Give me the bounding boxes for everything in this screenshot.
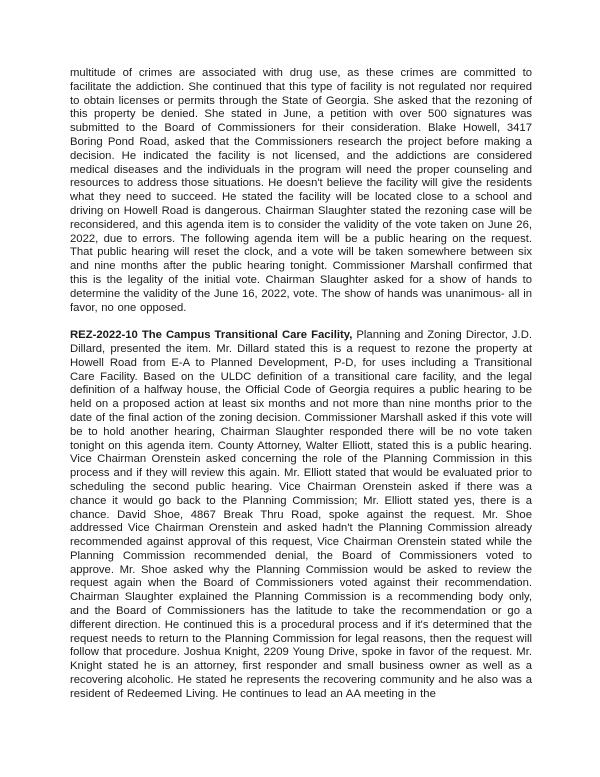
paragraph-rez-2022-10-body: Planning and Zoning Director, J.D. Dillard, presented the item. Mr. Dillard stated this is a request to rezone the property at Howell Road from E-A to Planned Development, P-D, for uses including a Transitional Care Facility. Based on the ULDC definition of a transitional care facility, and the legal definition of a halfway house, the Official Code of Georgia requires a public hearing to be held on a proposed action at least six months and not more than nine months prior to the date of the final action of the zoning decision. Commissioner Marshall asked if this vote will be to hold another hearing, Chairman Slaughter responded there will be no vote taken tonight on this agenda item. County Attorney, Walter Elliott, stated this is a public hearing. Vice Chairman Orenstein asked concerning the role of the Planning Commission in this process and if they will review this again. Mr. Elliott stated that would be evaluated prior to scheduling the second public hearing. Vice Chairman Orenstein asked if there was a chance it would go back to the Planning Commission; Mr. Elliott stated yes, there is a chance. David Shoe, 4867 Break Thru Road, spoke against the request. Mr. Shoe addressed Vice Chairman Orenstein and asked hadn't the Planning Commission already recommended against approval of this request, Vice Chairman Orenstein stated while the Planning Commission recommended denial, the Board of Commissioners voted to approve. Mr. Shoe asked why the Planning Commission would be asked to review the request again when the Board of Commissioners voted against their recommendation. Chairman Slaughter explained the Planning Commission is a recommending body only, and the Board of Commissioners has the latitude to take the recommendation or go a different direction. He continued this is a procedural process and if it's determined that the request needs to return to the Planning Commission for legal reasons, then the request will follow that procedure. Joshua Knight, 2209 Young Drive, spoke in favor of the request. Mr. Knight stated he is an attorney, first responder and small business owner as well as a recovering alcoholic. He stated he represents the recovering community and he also was a resident of Redeemed Living. He continues to lead an AA meeting in the: [70, 329, 532, 700]
paragraph-public-comments: multitude of crimes are associated with drug use, as these crimes are committed to facilitate the addiction. She continued that this type of facility is not regulated nor required to obtain licenses or permits through the State of Georgia. She asked that the rezoning of this property be denied. She stated in June, a petition with over 500 signatures was submitted to the Board of Commissioners for their consideration. Blake Howell, 3417 Boring Pond Road, asked that the Commissioners research the project before making a decision. He indicated the facility is not licensed, and the addictions are considered medical diseases and the individuals in the program will need the proper counseling and resources to address those situations. He doesn't believe the facility will give the residents what they need to succeed. He stated the facility will be located close to a school and driving on Howell Road is dangerous. Chairman Slaughter stated the rezoning case will be reconsidered, and this agenda item is to consider the validity of the vote taken on June 26, 2022, due to errors. The following agenda item will be a public hearing on the request. That public hearing will reset the clock, and a vote will be taken somewhere between six and nine months after the public hearing tonight. Commissioner Marshall confirmed that this is the legality of the initial vote. Chairman Slaughter asked for a show of hands to determine the validity of the June 16, 2022, vote. The show of hands was unanimous- all in favor, no one opposed.: [70, 67, 532, 314]
agenda-item-heading: REZ-2022-10 The Campus Transitional Care Facility,: [70, 329, 353, 342]
paragraph-rez-2022-10: [70, 329, 532, 702]
